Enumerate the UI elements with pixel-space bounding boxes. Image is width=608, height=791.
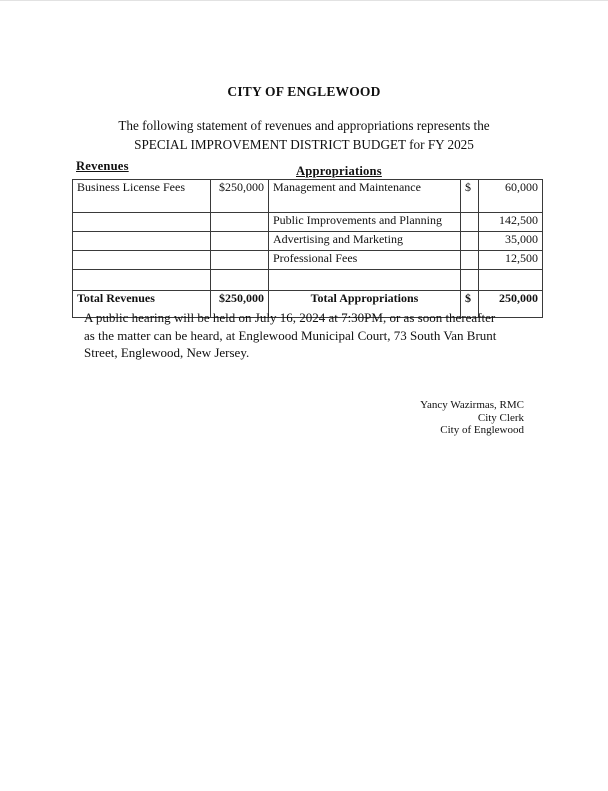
section-header-appropriations: Appropriations [296, 164, 382, 178]
spacer-cell [461, 270, 479, 291]
appropriation-item-amount: 142,500 [479, 213, 543, 232]
table-row [73, 251, 543, 270]
table-row [73, 232, 543, 251]
revenue-item-label [73, 213, 211, 232]
revenue-item-amount [211, 251, 269, 270]
total-revenues-label: Total Revenues [73, 291, 211, 318]
appropriation-item-label: Management and Maintenance [269, 180, 461, 213]
table-row-spacer [73, 270, 543, 291]
appropriation-item-label: Public Improvements and Planning [269, 213, 461, 232]
budget-table [72, 179, 543, 318]
section-header-revenues: Revenues [76, 160, 129, 173]
table-row [73, 213, 543, 232]
page-title: CITY OF ENGLEWOOD [227, 84, 381, 99]
spacer-cell [73, 270, 211, 291]
revenue-item-amount [211, 213, 269, 232]
appropriation-item-currency: $ [461, 180, 479, 213]
signer-organization: City of Englewood [440, 424, 524, 436]
spacer-cell [269, 270, 461, 291]
total-appropriations-label: Total Appropriations [269, 291, 461, 318]
total-revenues-amount: $250,000 [211, 291, 269, 318]
appropriation-item-label: Professional Fees [269, 251, 461, 270]
spacer-cell [211, 270, 269, 291]
revenue-item-amount [211, 232, 269, 251]
signer-name: Yancy Wazirmas, RMC [420, 399, 524, 411]
intro-line-1: The following statement of revenues and appropriations represents the [118, 118, 490, 133]
appropriation-item-amount: 60,000 [479, 180, 543, 213]
table-row [73, 180, 543, 213]
signature-block [420, 399, 524, 437]
appropriation-item-label: Advertising and Marketing [269, 232, 461, 251]
revenue-item-label [73, 232, 211, 251]
appropriation-item-currency [461, 213, 479, 232]
appropriation-item-currency [461, 232, 479, 251]
public-hearing-notice: A public hearing will be held on July 16, 2024 at 7:30PM, or as soon thereafter as the matter can be heard, at Englewood Municipal Court, 73 South Van Brunt Street, Englewood, New Jersey. [84, 310, 497, 360]
appropriation-item-amount: 12,500 [479, 251, 543, 270]
signer-title: City Clerk [477, 411, 524, 424]
total-appropriations-currency: $ [461, 291, 479, 318]
appropriation-item-amount: 35,000 [479, 232, 543, 251]
revenue-item-label: Business License Fees [73, 180, 211, 213]
intro-line-2: SPECIAL IMPROVEMENT DISTRICT BUDGET for FY 2025 [134, 137, 474, 152]
spacer-cell [479, 270, 543, 291]
intro-statement [0, 116, 608, 154]
revenue-item-amount: $250,000 [211, 180, 269, 213]
revenue-item-label [73, 251, 211, 270]
appropriation-item-currency [461, 251, 479, 270]
total-appropriations-amount: 250,000 [479, 291, 543, 318]
